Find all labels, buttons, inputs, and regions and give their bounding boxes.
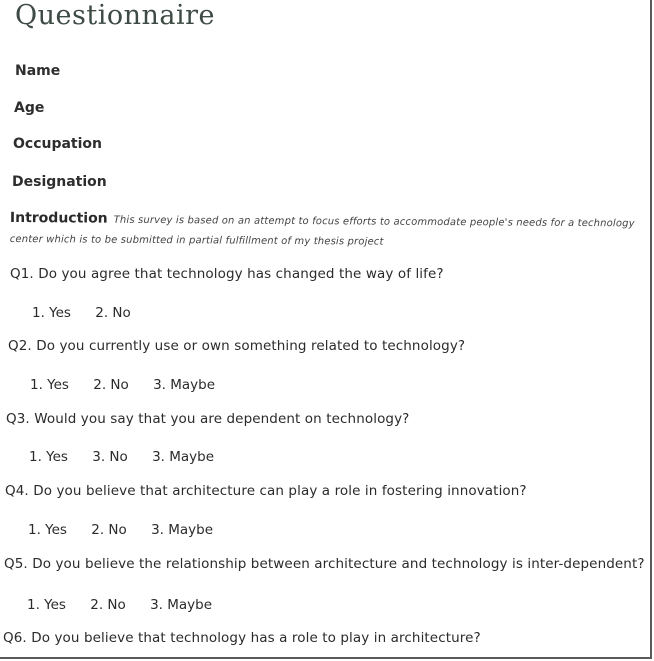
introduction-paragraph — [10, 208, 640, 254]
question-1-options — [32, 305, 131, 321]
question-6: Q6. Do you believe that technology has a role to play in architecture? — [3, 630, 481, 646]
question-5-options — [27, 597, 212, 613]
option-yes[interactable]: 1. Yes — [28, 522, 67, 538]
field-name-label: Name — [15, 63, 61, 79]
option-maybe[interactable]: 3. Maybe — [151, 522, 214, 538]
option-no[interactable]: 2. No — [90, 597, 126, 613]
question-2-options — [30, 377, 215, 393]
question-1: Q1. Do you agree that technology has changed the way of life? — [10, 266, 444, 282]
option-maybe[interactable]: 3. Maybe — [152, 449, 215, 465]
option-no[interactable]: 2. No — [91, 522, 127, 538]
option-yes[interactable]: 1. Yes — [30, 377, 69, 393]
question-5: Q5. Do you believe the relationship between architecture and technology is inter-dependent? — [4, 556, 645, 572]
field-designation-label: Designation — [12, 174, 107, 190]
question-2: Q2. Do you currently use or own something related to technology? — [8, 338, 466, 354]
question-4: Q4. Do you believe that architecture can play a role in fostering innovation? — [5, 483, 527, 499]
option-yes[interactable]: 1. Yes — [32, 305, 71, 321]
option-no[interactable]: 2. No — [95, 305, 131, 321]
introduction-label: Introduction — [9, 209, 108, 227]
option-yes[interactable]: 1. Yes — [29, 449, 68, 465]
option-yes[interactable]: 1. Yes — [27, 597, 66, 613]
introduction-text: This survey is based on an attempt to focus efforts to accommodate people's needs for a technology center which is to be submitted in partial fulfillment of my thesis project — [9, 214, 635, 248]
field-occupation-label: Occupation — [13, 136, 103, 152]
field-age-label: Age — [14, 100, 45, 116]
page-title: Questionnaire — [15, 0, 215, 31]
option-maybe[interactable]: 3. Maybe — [150, 597, 213, 613]
question-3: Q3. Would you say that you are dependent on technology? — [6, 411, 410, 427]
question-4-options — [28, 522, 213, 538]
option-no[interactable]: 2. No — [93, 377, 129, 393]
question-3-options — [29, 449, 214, 465]
option-no[interactable]: 3. No — [92, 449, 128, 465]
option-maybe[interactable]: 3. Maybe — [153, 377, 216, 393]
